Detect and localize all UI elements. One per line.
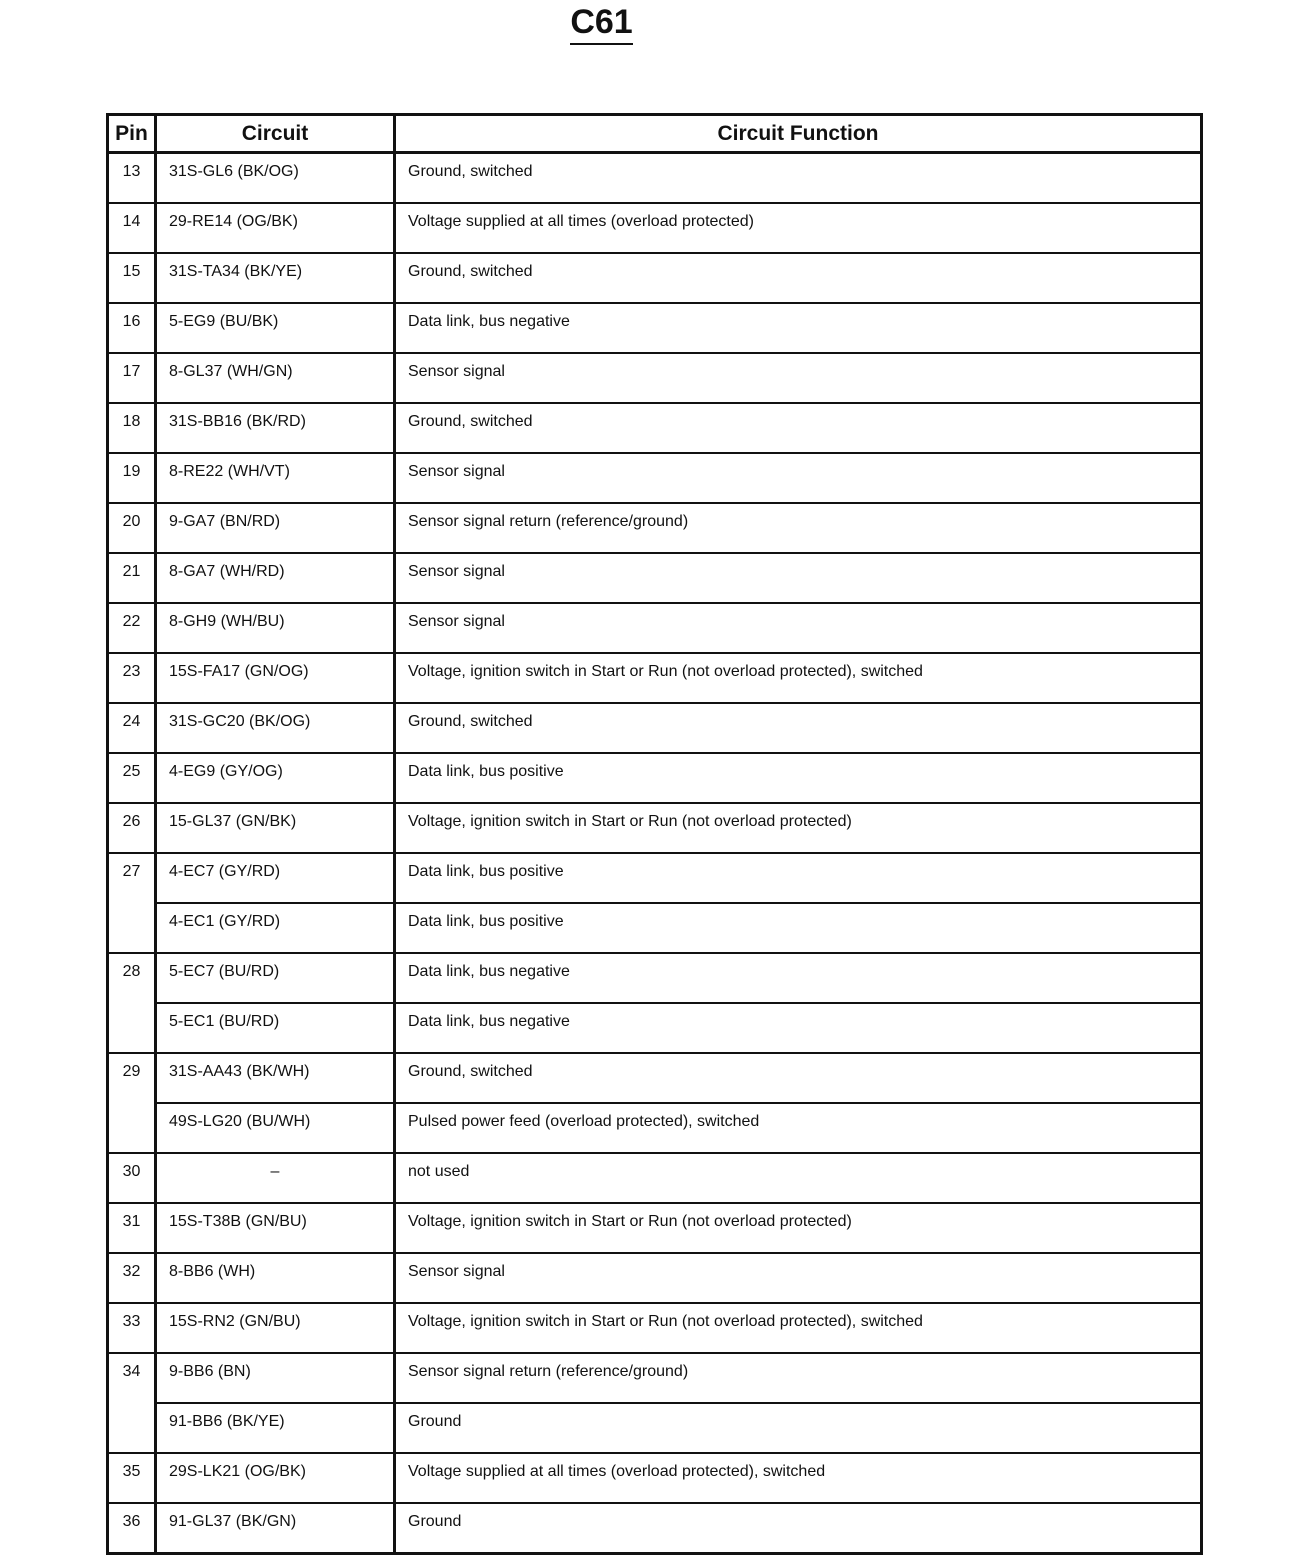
table-row <box>108 303 1202 353</box>
function-cell: Ground, switched <box>395 1053 1202 1103</box>
circuit-cell: – <box>156 1153 395 1203</box>
circuit-cell: 15S-RN2 (GN/BU) <box>156 1303 395 1353</box>
pin-cell: 31 <box>108 1203 156 1253</box>
circuit-cell: 4-EC1 (GY/RD) <box>156 903 395 953</box>
function-cell: Data link, bus positive <box>395 753 1202 803</box>
circuit-cell: 15S-T38B (GN/BU) <box>156 1203 395 1253</box>
table-row <box>108 603 1202 653</box>
pin-cell: 20 <box>108 503 156 553</box>
table-row <box>108 653 1202 703</box>
function-cell: Data link, bus negative <box>395 303 1202 353</box>
function-cell: Ground, switched <box>395 153 1202 204</box>
pin-cell: 21 <box>108 553 156 603</box>
function-cell: Voltage supplied at all times (overload protected) <box>395 203 1202 253</box>
circuit-cell: 29-RE14 (OG/BK) <box>156 203 395 253</box>
pin-cell: 34 <box>108 1353 156 1453</box>
table-row <box>108 403 1202 453</box>
pinout-table <box>106 113 1203 1555</box>
header-circuit: Circuit <box>156 115 395 153</box>
circuit-cell: 31S-AA43 (BK/WH) <box>156 1053 395 1103</box>
pin-cell: 15 <box>108 253 156 303</box>
circuit-cell: 8-GL37 (WH/GN) <box>156 353 395 403</box>
circuit-cell: 31S-TA34 (BK/YE) <box>156 253 395 303</box>
table-row <box>108 1103 1202 1153</box>
pin-cell: 18 <box>108 403 156 453</box>
pin-cell: 30 <box>108 1153 156 1203</box>
table-row <box>108 1453 1202 1503</box>
function-cell: Voltage, ignition switch in Start or Run (not overload protected) <box>395 1203 1202 1253</box>
circuit-cell: 9-BB6 (BN) <box>156 1353 395 1403</box>
function-cell: Sensor signal <box>395 1253 1202 1303</box>
table-row <box>108 1403 1202 1453</box>
header-circuit-function: Circuit Function <box>395 115 1202 153</box>
function-cell: Sensor signal return (reference/ground) <box>395 1353 1202 1403</box>
pin-cell: 22 <box>108 603 156 653</box>
function-cell: Ground <box>395 1503 1202 1554</box>
circuit-cell: 91-GL37 (BK/GN) <box>156 1503 395 1554</box>
circuit-cell: 15-GL37 (GN/BK) <box>156 803 395 853</box>
function-cell: Ground <box>395 1403 1202 1453</box>
function-cell: Ground, switched <box>395 703 1202 753</box>
circuit-cell: 5-EC1 (BU/RD) <box>156 1003 395 1053</box>
circuit-cell: 8-BB6 (WH) <box>156 1253 395 1303</box>
pin-cell: 29 <box>108 1053 156 1153</box>
table-row <box>108 553 1202 603</box>
pin-cell: 28 <box>108 953 156 1053</box>
circuit-cell: 31S-BB16 (BK/RD) <box>156 403 395 453</box>
pin-cell: 27 <box>108 853 156 953</box>
circuit-cell: 8-GH9 (WH/BU) <box>156 603 395 653</box>
circuit-cell: 15S-FA17 (GN/OG) <box>156 653 395 703</box>
pin-cell: 25 <box>108 753 156 803</box>
pin-cell: 17 <box>108 353 156 403</box>
function-cell: Ground, switched <box>395 253 1202 303</box>
function-cell: Sensor signal <box>395 553 1202 603</box>
function-cell: Sensor signal <box>395 453 1202 503</box>
circuit-cell: 31S-GC20 (BK/OG) <box>156 703 395 753</box>
connector-title-text: C61 <box>570 2 632 45</box>
table-row <box>108 1253 1202 1303</box>
function-cell: Sensor signal <box>395 603 1202 653</box>
table-row <box>108 903 1202 953</box>
table-row <box>108 1353 1202 1403</box>
table-row <box>108 803 1202 853</box>
function-cell: Voltage supplied at all times (overload protected), switched <box>395 1453 1202 1503</box>
circuit-cell: 8-GA7 (WH/RD) <box>156 553 395 603</box>
pin-cell: 33 <box>108 1303 156 1353</box>
table-row <box>108 353 1202 403</box>
pin-cell: 19 <box>108 453 156 503</box>
table-row <box>108 1503 1202 1554</box>
function-cell: Sensor signal <box>395 353 1202 403</box>
circuit-cell: 5-EG9 (BU/BK) <box>156 303 395 353</box>
table-row <box>108 453 1202 503</box>
pin-cell: 13 <box>108 153 156 204</box>
circuit-cell: 31S-GL6 (BK/OG) <box>156 153 395 204</box>
pin-cell: 23 <box>108 653 156 703</box>
pin-cell: 16 <box>108 303 156 353</box>
function-cell: Data link, bus negative <box>395 1003 1202 1053</box>
pin-cell: 26 <box>108 803 156 853</box>
function-cell: Data link, bus negative <box>395 953 1202 1003</box>
table-row <box>108 503 1202 553</box>
function-cell: Data link, bus positive <box>395 903 1202 953</box>
function-cell: Voltage, ignition switch in Start or Run (not overload protected) <box>395 803 1202 853</box>
circuit-cell: 9-GA7 (BN/RD) <box>156 503 395 553</box>
table-row <box>108 1053 1202 1103</box>
header-row <box>108 115 1202 153</box>
connector-title <box>0 2 1203 45</box>
circuit-cell: 29S-LK21 (OG/BK) <box>156 1453 395 1503</box>
table-row <box>108 703 1202 753</box>
circuit-cell: 91-BB6 (BK/YE) <box>156 1403 395 1453</box>
header-pin: Pin <box>108 115 156 153</box>
table-row <box>108 1303 1202 1353</box>
table-row <box>108 1003 1202 1053</box>
table-row <box>108 1203 1202 1253</box>
function-cell: Voltage, ignition switch in Start or Run (not overload protected), switched <box>395 653 1202 703</box>
circuit-cell: 49S-LG20 (BU/WH) <box>156 1103 395 1153</box>
circuit-cell: 5-EC7 (BU/RD) <box>156 953 395 1003</box>
pin-cell: 32 <box>108 1253 156 1303</box>
function-cell: Ground, switched <box>395 403 1202 453</box>
pin-cell: 35 <box>108 1453 156 1503</box>
circuit-cell: 4-EG9 (GY/OG) <box>156 753 395 803</box>
function-cell: Pulsed power feed (overload protected), switched <box>395 1103 1202 1153</box>
table-row <box>108 253 1202 303</box>
pin-cell: 14 <box>108 203 156 253</box>
table-row <box>108 753 1202 803</box>
circuit-cell: 4-EC7 (GY/RD) <box>156 853 395 903</box>
pin-cell: 24 <box>108 703 156 753</box>
function-cell: not used <box>395 1153 1202 1203</box>
table-row <box>108 203 1202 253</box>
pin-cell: 36 <box>108 1503 156 1554</box>
table-row <box>108 953 1202 1003</box>
circuit-cell: 8-RE22 (WH/VT) <box>156 453 395 503</box>
function-cell: Voltage, ignition switch in Start or Run (not overload protected), switched <box>395 1303 1202 1353</box>
function-cell: Sensor signal return (reference/ground) <box>395 503 1202 553</box>
table-row <box>108 853 1202 903</box>
table-row <box>108 1153 1202 1203</box>
function-cell: Data link, bus positive <box>395 853 1202 903</box>
table-row <box>108 153 1202 204</box>
